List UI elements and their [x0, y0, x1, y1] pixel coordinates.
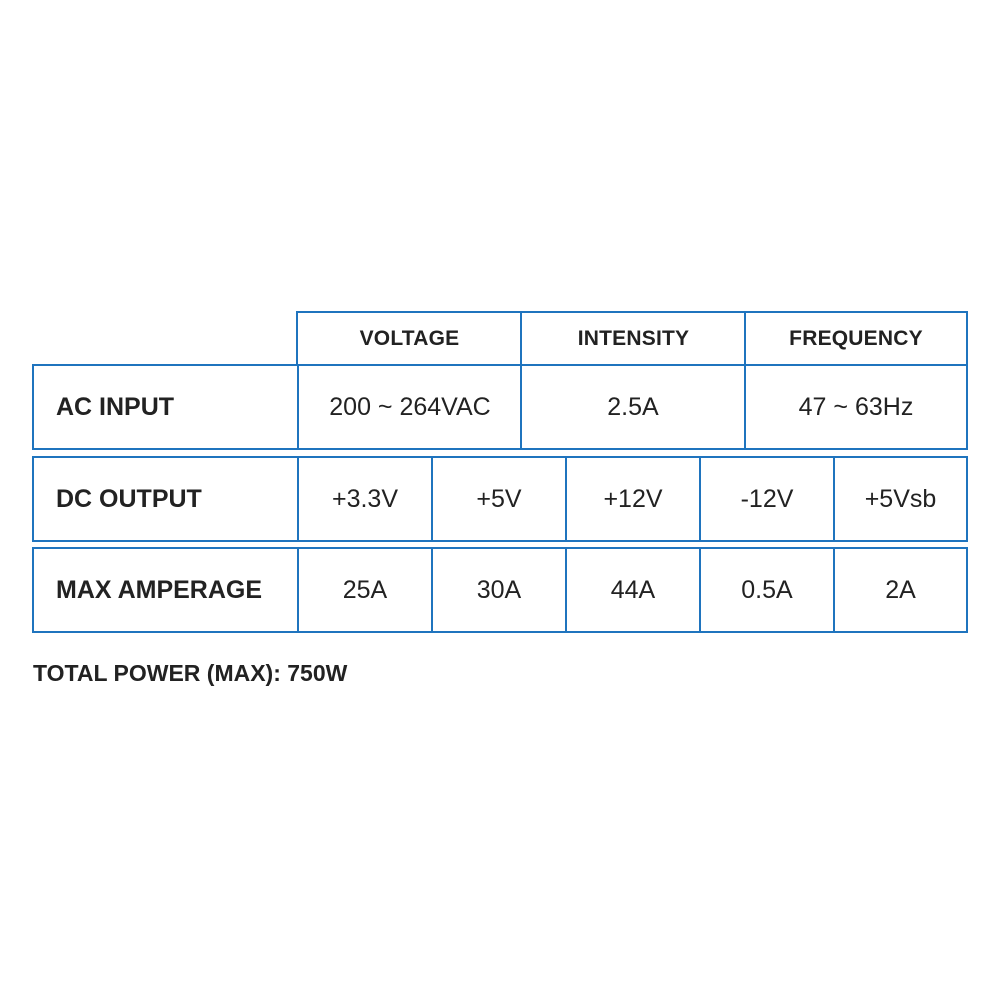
total-power-text: TOTAL POWER (MAX): 750W — [33, 660, 348, 686]
dc-output-rail: +12V — [603, 484, 663, 513]
dc-output-rail: -12V — [740, 484, 794, 513]
dc-output-rail: +5Vsb — [864, 484, 937, 513]
max-amperage-value: 0.5A — [741, 575, 793, 604]
header-voltage: VOLTAGE — [359, 326, 460, 350]
max-amperage-row — [32, 547, 968, 633]
dc-output-rail: +5V — [476, 484, 522, 513]
dc-output-rail: +3.3V — [331, 484, 399, 513]
ac-input-frequency: 47 ~ 63Hz — [798, 392, 914, 421]
ac-input-voltage: 200 ~ 264VAC — [329, 392, 491, 421]
max-amperage-value: 2A — [885, 575, 916, 604]
ac-input-row — [32, 364, 968, 450]
max-amperage-value: 44A — [610, 575, 656, 604]
max-amperage-value: 30A — [476, 575, 522, 604]
max-amperage-label: MAX AMPERAGE — [56, 575, 263, 604]
ac-input-intensity: 2.5A — [607, 392, 659, 421]
max-amperage-value: 25A — [342, 575, 388, 604]
dc-output-row — [32, 456, 968, 542]
header-intensity: INTENSITY — [577, 326, 690, 350]
ac-input-label: AC INPUT — [56, 392, 175, 421]
spec-header-row — [296, 311, 968, 366]
header-frequency: FREQUENCY — [789, 326, 923, 350]
dc-output-label: DC OUTPUT — [56, 484, 202, 513]
